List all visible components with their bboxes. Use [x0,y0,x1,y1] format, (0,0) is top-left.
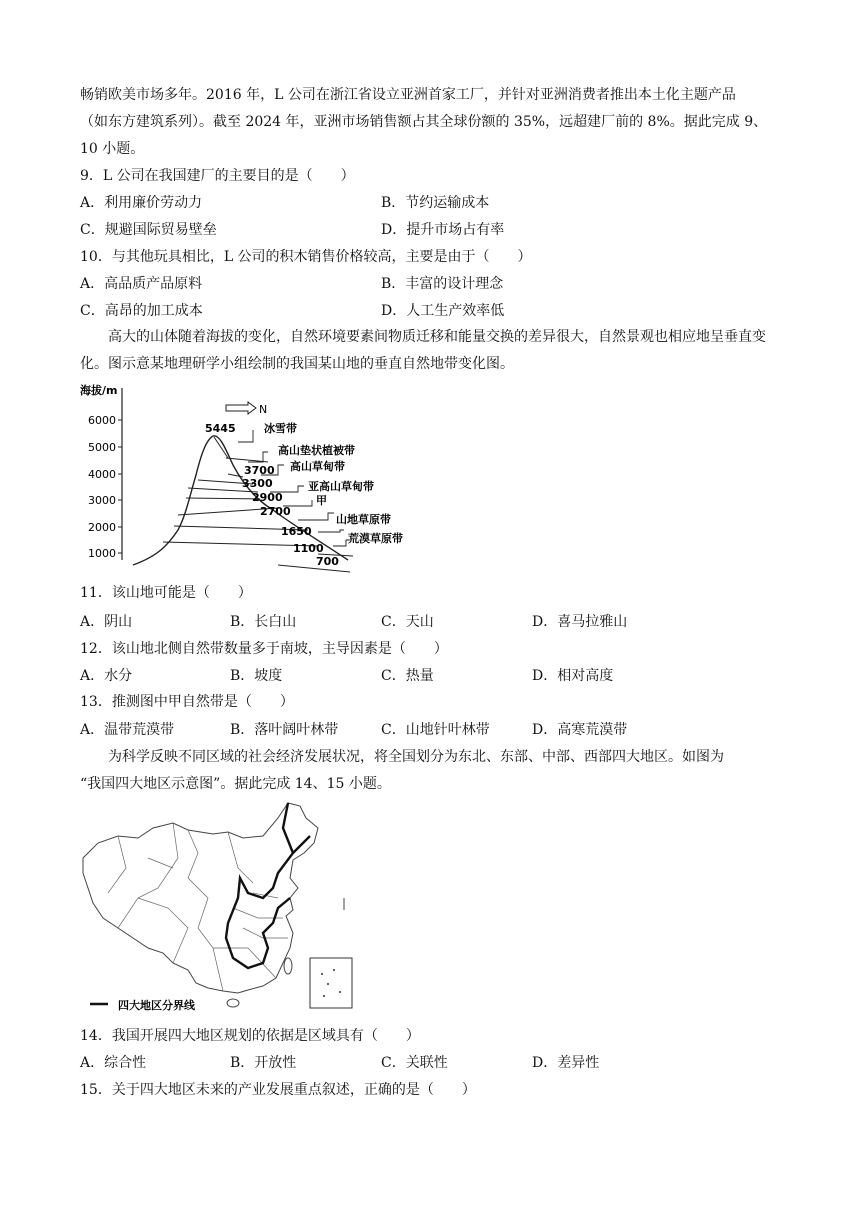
q13-option-d[interactable]: D．高寒荒漠带 [532,722,628,738]
y-tick-5000: 5000 [88,441,116,454]
q14-option-c[interactable]: C．关联性 [381,1055,448,1071]
q13-option-c[interactable]: C．山地针叶林带 [381,722,490,738]
province-lines [108,823,288,991]
q14-option-a[interactable]: A．综合性 [80,1055,147,1071]
question-13-stem: 13．推测图中甲自然带是（ ） [80,694,294,710]
q9-option-b[interactable]: B．节约运输成本 [381,195,490,211]
question-15-stem: 15．关于四大地区未来的产业发展重点叙述，正确的是（ ） [80,1082,476,1098]
elevation-700: 700 [316,555,339,568]
question-10-stem: 10．与其他玩具相比，L 公司的积木销售价格较高，主要是由于（ ） [80,249,532,265]
intro-line-3: 10 小题。 [80,141,145,157]
q11-option-a[interactable]: A．阴山 [80,614,133,630]
q11-option-d[interactable]: D．喜马拉雅山 [532,614,628,630]
elevation-2900: 2900 [252,491,283,504]
q10-option-b[interactable]: B．丰富的设计理念 [381,276,504,292]
q11-option-c[interactable]: C．天山 [381,614,434,630]
y-axis-label: 海拔/m [80,384,118,397]
y-tick-4000: 4000 [88,468,116,481]
q12-option-b[interactable]: B．坡度 [230,668,283,684]
q9-option-c[interactable]: C．规避国际贸易壁垒 [80,222,217,238]
q9-option-d[interactable]: D．提升市场占有率 [381,222,505,238]
elevation-1650: 1650 [281,525,312,538]
q11-option-b[interactable]: B．长白山 [230,614,297,630]
y-tick-1000: 1000 [88,547,116,560]
q12-option-c[interactable]: C．热量 [381,668,434,684]
belt-label-jia: 甲 [316,494,327,507]
svg-text:N: N [259,403,268,416]
elevation-5445: 5445 [205,422,236,435]
taiwan-outline [284,958,292,974]
y-tick-2000: 2000 [88,521,116,534]
passage-regions-line-2: “我国四大地区示意图”。据此完成 14、15 小题。 [80,776,391,792]
y-tick-6000: 6000 [88,414,116,427]
q12-option-d[interactable]: D．相对高度 [532,668,614,684]
q14-option-d[interactable]: D．差异性 [532,1055,600,1071]
q9-option-a[interactable]: A．利用廉价劳动力 [80,195,203,211]
elevation-1100: 1100 [293,542,324,555]
y-tick-3000: 3000 [88,494,116,507]
belt-label-mountain-steppe: 山地草原带 [336,513,391,526]
q13-option-a[interactable]: A．温带荒漠带 [80,722,175,738]
north-arrow-icon [226,402,267,416]
belt-label-desert-steppe: 荒漠草原带 [348,532,403,545]
region-boundary-line [226,803,293,968]
intro-line-2: （如东方建筑系列）。截至 2024 年，亚洲市场销售额占其全球份额的 35%，远超建厂前的 8%。据此完成 9、 [80,114,768,130]
intro-line-1: 畅销欧美市场多年。2016 年，L 公司在浙江省设立亚洲首家工厂，并针对亚洲消费者推出本土化主题产品 [80,87,736,103]
elevation-3300: 3300 [242,477,273,490]
q13-option-b[interactable]: B．落叶阔叶林带 [230,722,339,738]
q10-option-c[interactable]: C．高昂的加工成本 [80,303,203,319]
question-9-stem: 9．L 公司在我国建厂的主要目的是（ ） [80,168,355,184]
country-outline [83,803,318,993]
belt-label-alpine-cushion: 高山垫状植被带 [278,444,355,457]
legend-label: 四大地区分界线 [118,999,195,1012]
hainan-outline [227,999,239,1007]
q10-option-d[interactable]: D．人工生产效率低 [381,303,505,319]
elevation-2700: 2700 [260,505,291,518]
belt-label-ice-snow: 冰雪带 [264,422,297,435]
q10-option-a[interactable]: A．高品质产品原料 [80,276,203,292]
passage-mountain: 高大的山体随着海拔的变化，自然环境要素间物质迁移和能量交换的差异很大，自然景观也相应地呈垂直变化。图示意某地理研学小组绘制的我国某山地的垂直自然地带变化图。 [80,329,766,372]
q12-option-a[interactable]: A．水分 [80,668,133,684]
question-11-stem: 11．该山地可能是（ ） [80,585,252,601]
belt-label-subalpine-meadow: 亚高山草甸带 [308,480,374,493]
passage-regions-line-1: 为科学反映不同区域的社会经济发展状况，将全国划分为东北、东部、中部、西部四大地区。如图为 [108,749,724,765]
belt-label-alpine-meadow: 高山草甸带 [290,460,345,473]
china-four-regions-map [78,798,368,1020]
question-12-stem: 12．该山地北侧自然带数量多于南坡，主导因素是（ ） [80,641,448,657]
elevation-3700: 3700 [244,464,275,477]
q14-option-b[interactable]: B．开放性 [230,1055,297,1071]
question-14-stem: 14．我国开展四大地区规划的依据是区域具有（ ） [80,1028,420,1044]
south-china-sea-inset [310,958,352,1008]
vertical-zonation-figure [78,380,438,575]
